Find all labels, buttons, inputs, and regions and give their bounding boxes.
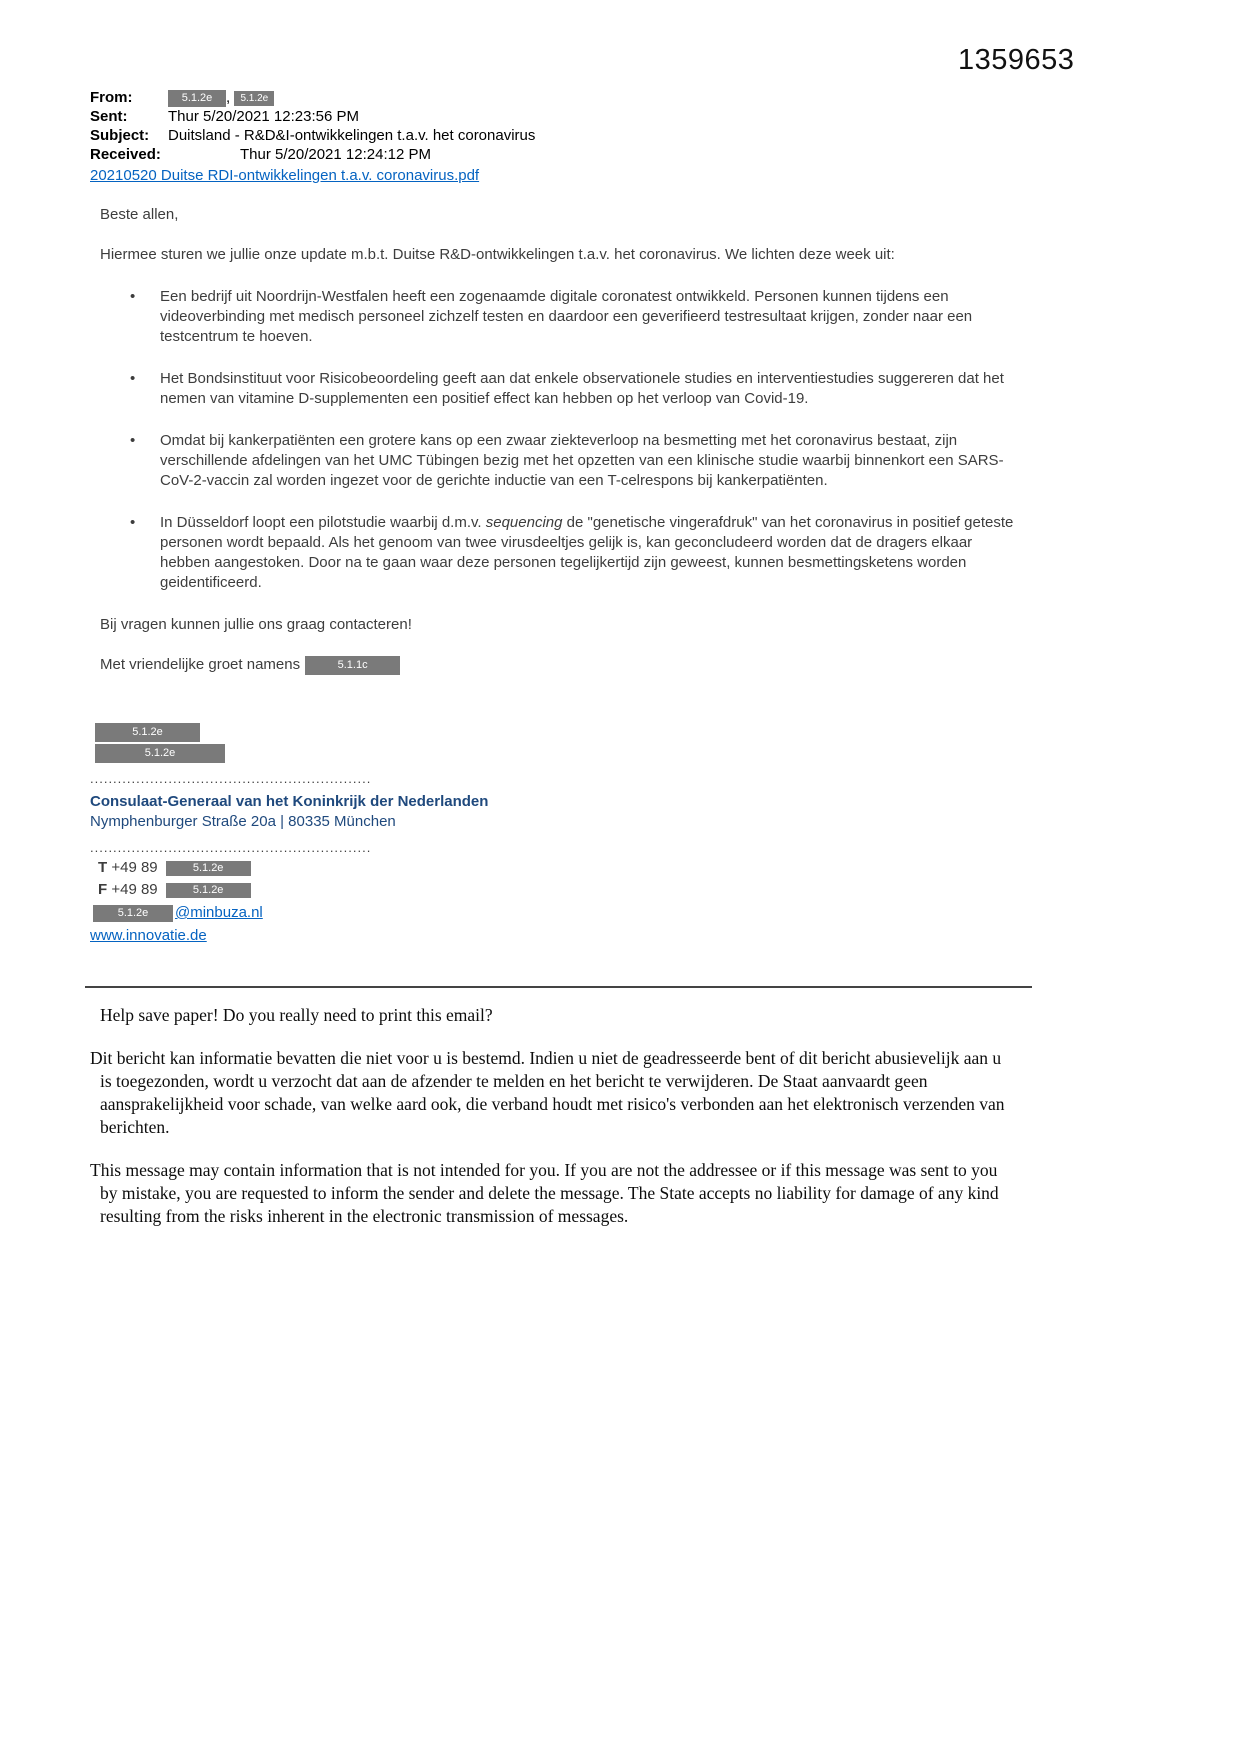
subject-value: Duitsland - R&D&I-ontwikkelingen t.a.v. het coronavirus bbox=[168, 127, 536, 144]
email-address-line bbox=[93, 902, 1015, 923]
from-separator: , bbox=[226, 89, 231, 106]
greeting: Beste allen, bbox=[100, 206, 179, 223]
received-label: Received: bbox=[90, 146, 161, 163]
signature-block bbox=[90, 723, 1015, 946]
email-address-link[interactable]: @minbuza.nl bbox=[175, 904, 263, 921]
redaction-box-signature-1: 5.1.2e bbox=[95, 723, 200, 742]
redaction-box-fax: 5.1.2e bbox=[166, 883, 251, 898]
document-number: 1359653 bbox=[958, 44, 1075, 76]
dotted-separator-top: ............................................................. bbox=[90, 771, 372, 786]
fax-label: F bbox=[98, 881, 108, 898]
intro-paragraph: Hiermee sturen we jullie onze update m.b.t. Duitse R&D-ontwikkelingen t.a.v. het coronavirus. We lichten deze week uit: bbox=[100, 246, 895, 263]
disclaimer-footer bbox=[90, 1004, 1015, 1228]
closing-line: Bij vragen kunnen jullie ons graag contacteren! bbox=[100, 616, 412, 633]
redaction-box-email: 5.1.2e bbox=[93, 905, 173, 922]
bullet-item-4 bbox=[100, 513, 1015, 593]
from-label: From: bbox=[90, 89, 133, 106]
redaction-box-from-1: 5.1.2e bbox=[168, 90, 226, 107]
received-value: Thur 5/20/2021 12:24:12 PM bbox=[240, 146, 431, 163]
horizontal-divider bbox=[85, 986, 1032, 988]
bullet-list bbox=[100, 287, 1015, 593]
bullet-text-post: de "genetische vingerafdruk" van het coronavirus in positief geteste personen wordt bepaald. Als het genoom van twee virusdeeltjes gelijk is, kan geconcludeerd worden dat de dragers elkaar hebben aangestoken. Door na te gaan waar deze personen tegelijkertijd zijn geweest, kunnen besmettingsketens worden geidentificeerd. bbox=[160, 514, 1014, 591]
email-body bbox=[90, 205, 1015, 675]
organization-name: Consulaat-Generaal van het Koninkrijk der Nederlanden bbox=[90, 793, 489, 810]
subject-label: Subject: bbox=[90, 127, 150, 144]
sent-label: Sent: bbox=[90, 108, 128, 125]
bullet-item-3 bbox=[100, 431, 1015, 491]
bullet-text: Het Bondsinstituut voor Risicobeoordeling geeft aan dat enkele observationele studies en interventiestudies suggereren dat het nemen van vitamine D-supplementen een positief effect kan hebben op het verloop van Covid-19. bbox=[160, 370, 1004, 407]
website-line bbox=[90, 925, 1015, 946]
organization-address: Nymphenburger Straße 20a | 80335 München bbox=[90, 813, 396, 830]
disclaimer-english: This message may contain information that is not intended for you. If you are not the addressee or if this message was sent to you by mistake, you are requested to inform the sender and delete the message. The State accepts no liability for damage of any kind resulting from the risks inherent in the electronic transmission of messages. bbox=[90, 1160, 999, 1226]
header-row-subject bbox=[90, 126, 1015, 145]
header-row-sent bbox=[90, 107, 1015, 126]
website-link[interactable]: www.innovatie.de bbox=[90, 927, 207, 944]
phone-prefix: +49 89 bbox=[111, 859, 158, 876]
dotted-separator-bottom: ............................................................. bbox=[90, 840, 372, 855]
attachment-link[interactable]: 20210520 Duitse RDI-ontwikkelingen t.a.v. coronavirus.pdf bbox=[90, 167, 480, 184]
header-row-from bbox=[90, 88, 1015, 107]
redaction-box-phone: 5.1.2e bbox=[166, 861, 251, 876]
disclaimer-dutch: Dit bericht kan informatie bevatten die niet voor u is bestemd. Indien u niet de geadresseerde bent of dit bericht abusievelijk aan u is toegezonden, wordt u verzocht dat aan de afzender te melden en het bericht te verwijderen. De Staat aanvaardt geen aansprakelijkheid voor schade, van welke aard ook, die verband houdt met risico's verbonden aan het elektronisch verzenden van berichten. bbox=[90, 1048, 1005, 1137]
bullet-item-1 bbox=[100, 287, 1015, 347]
fax-line bbox=[98, 879, 1015, 900]
redaction-box-from-2: 5.1.2e bbox=[234, 91, 274, 106]
email-headers bbox=[90, 88, 1015, 164]
bullet-text: Omdat bij kankerpatiënten een grotere kans op een zwaar ziekteverloop na besmetting met het coronavirus bestaat, zijn verschillende afdelingen van het UMC Tübingen bezig met het opzetten van een klinische studie waarbij binnenkort een SARS-CoV-2-vaccin zal worden ingezet voor de gerichte inductie van een T-celrespons bij kankerpatiënten. bbox=[160, 432, 1004, 489]
document-content bbox=[90, 88, 1015, 1248]
bullet-text-italic: sequencing bbox=[485, 514, 563, 531]
fax-prefix: +49 89 bbox=[111, 881, 158, 898]
bullet-text-pre: In Düsseldorf loopt een pilotstudie waarbij d.m.v. bbox=[160, 514, 486, 531]
bullet-item-2 bbox=[100, 369, 1015, 409]
signoff-text: Met vriendelijke groet namens bbox=[100, 656, 301, 673]
phone-label: T bbox=[98, 859, 108, 876]
redaction-box-signature-2: 5.1.2e bbox=[95, 744, 225, 763]
bullet-text: Een bedrijf uit Noordrijn-Westfalen heeft een zogenaamde digitale coronatest ontwikkeld. Personen kunnen tijdens een videoverbinding met medisch personeel zichzelf testen en daardoor een geverifieerd testresultaat krijgen, zonder naar een testcentrum te hoeven. bbox=[160, 288, 973, 345]
header-row-received bbox=[90, 145, 1015, 164]
sent-value: Thur 5/20/2021 12:23:56 PM bbox=[168, 108, 359, 125]
from-value bbox=[168, 88, 274, 107]
phone-line bbox=[98, 857, 1015, 878]
redaction-box-signoff: 5.1.1c bbox=[305, 656, 400, 675]
signoff-line bbox=[100, 655, 1015, 675]
print-notice: Help save paper! Do you really need to print this email? bbox=[100, 1005, 493, 1025]
